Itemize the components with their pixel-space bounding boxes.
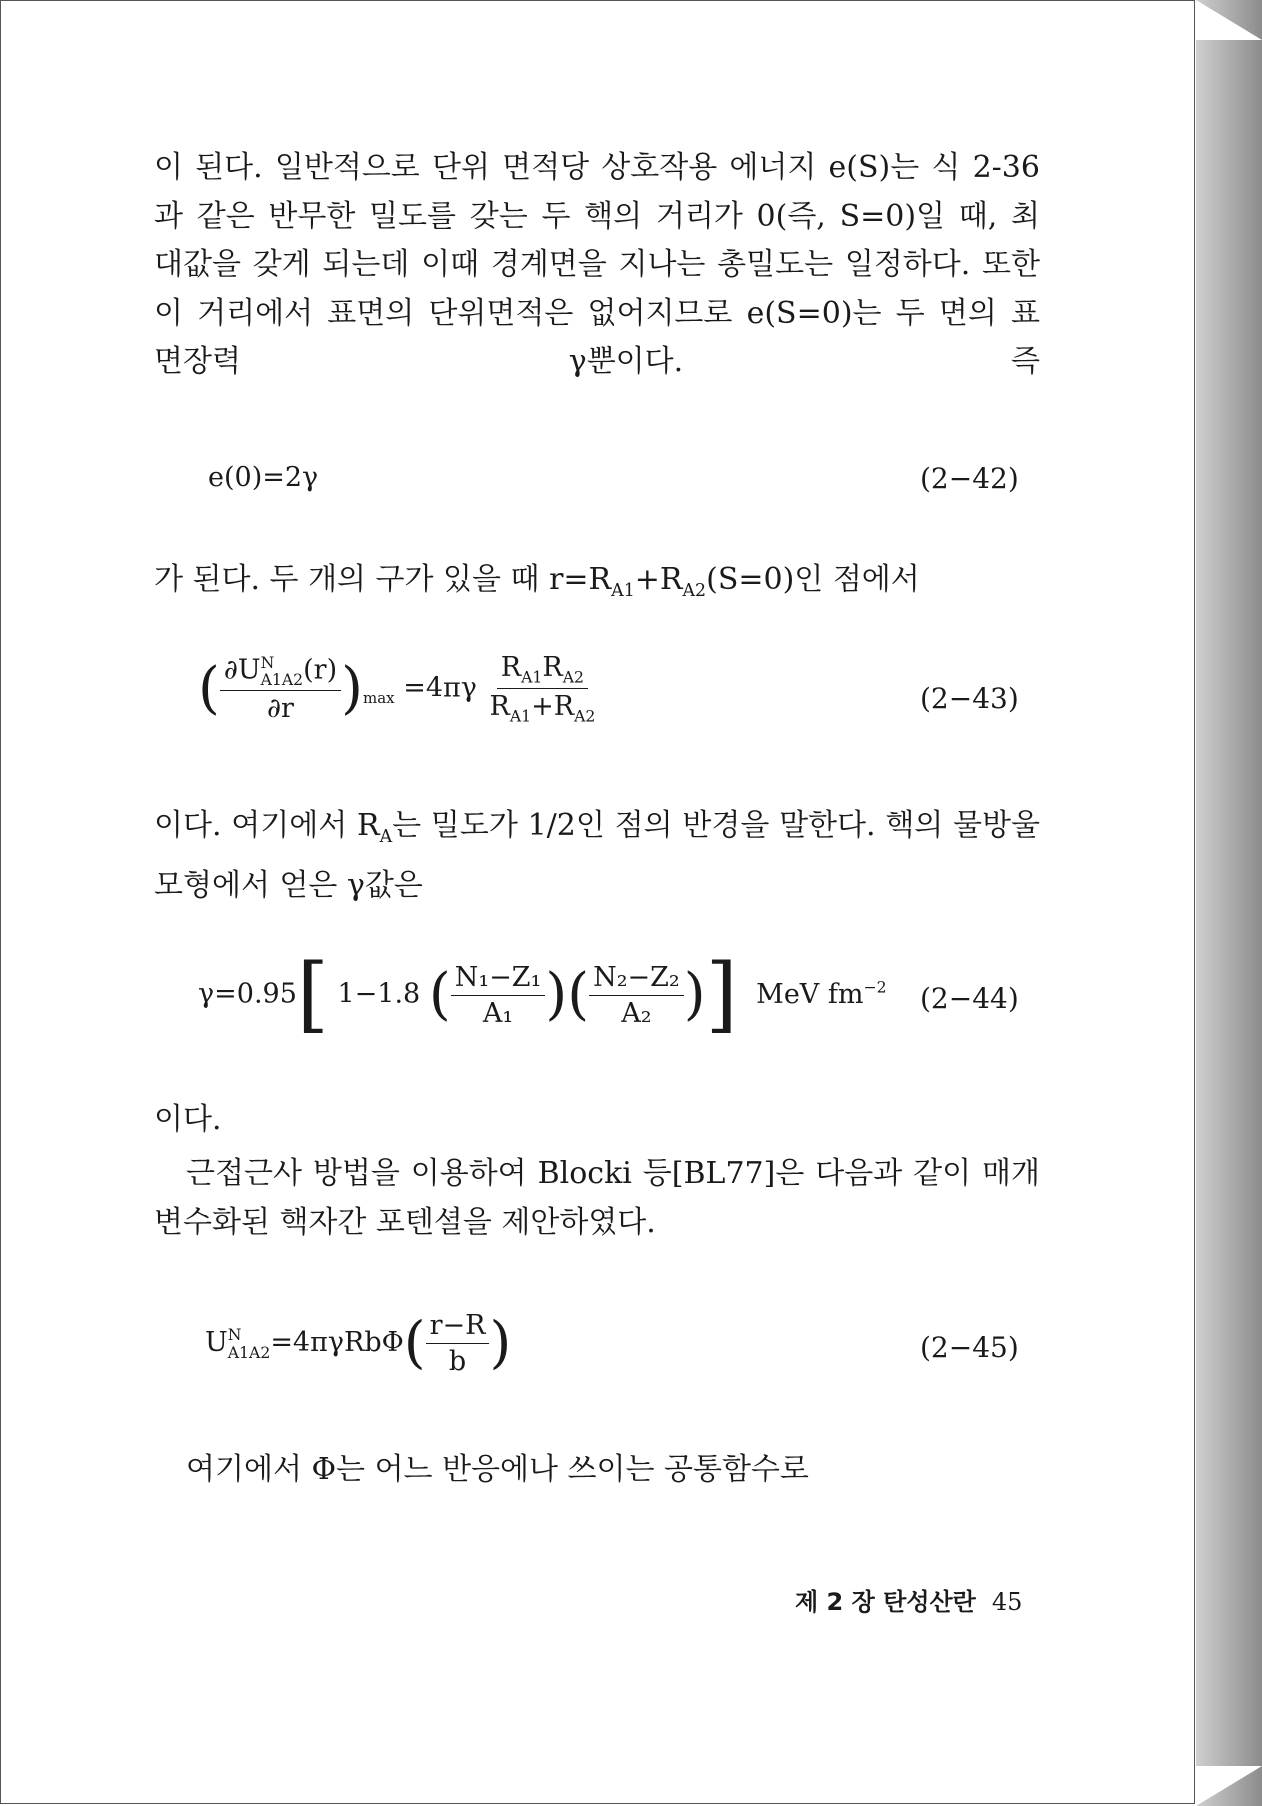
u-symbol: U (205, 1327, 228, 1358)
left-paren: ( (567, 962, 590, 1027)
u-indices: N A1A2 (227, 1325, 271, 1362)
text-line: 모형에서 얻은 γ값은 (154, 867, 423, 903)
text-line: 이다. (154, 1102, 222, 1137)
equation-2-43 (198, 652, 599, 726)
page-footer (795, 1582, 1022, 1617)
equals-term: =4πγ (403, 672, 477, 704)
left-bracket: [ (296, 947, 329, 1042)
text-line: 이 된다. 일반적으로 단위 면적당 상호작용 에너지 e(S)는 식 2-36 (154, 150, 1040, 185)
denominator: $R_{A1}+R_{A2}$ (489, 691, 596, 726)
fraction-derivative (220, 654, 341, 724)
text-line: 면장력 γ뿐이다. 즉 (154, 344, 1040, 379)
denominator: A₁ (482, 997, 514, 1029)
denominator: ∂r (267, 693, 294, 725)
subscript: A2 (682, 581, 707, 601)
text-line: 변수화된 핵자간 포텐셜을 제안하였다. (154, 1204, 656, 1240)
fraction-1 (451, 962, 546, 1029)
text-span: (S=0)인 점에서 (706, 562, 920, 597)
numerator: N₂−Z₂ (589, 962, 684, 996)
text-line: 여기에서 Φ는 어느 반응에나 쓰이는 공통함수로 (186, 1452, 809, 1487)
text-span: 가 된다. 두 개의 구가 있을 때 r=R (154, 562, 612, 597)
max-subscript: max (362, 688, 395, 707)
equation-number: (2−44) (920, 982, 1019, 1015)
left-paren: ( (198, 655, 220, 721)
page-number: 45 (991, 1588, 1023, 1616)
equation-rhs: =4πγRbΦ (270, 1327, 404, 1358)
fraction-radii (485, 652, 599, 726)
paragraph-intro (154, 144, 1040, 387)
page-edge-shadow (1196, 0, 1262, 1806)
paragraph-blocki (154, 1150, 1040, 1247)
numerator: N₁−Z₁ (451, 962, 546, 996)
subscript: A1 (611, 581, 635, 601)
numerator: $R_{A1}R_{A2}$ (497, 652, 588, 689)
chapter-title: 제 2 장 탄성산란 (795, 1588, 976, 1616)
right-paren: ) (489, 1310, 512, 1376)
right-paren: ) (341, 655, 363, 721)
equation-lhs: γ=0.95 (198, 978, 297, 1010)
paragraph-spheres (154, 556, 1040, 616)
units-exponent: −2 (863, 977, 887, 997)
denominator: b (448, 1346, 467, 1377)
right-paren: ) (545, 962, 568, 1027)
paragraph-phi (186, 1446, 1040, 1495)
units: MeV fm (756, 978, 864, 1010)
left-paren: ( (428, 962, 451, 1027)
equation-2-44 (198, 947, 887, 1042)
equation-number: (2−43) (920, 682, 1019, 715)
fraction-scaled (426, 1310, 490, 1377)
paragraph-is (154, 1096, 1040, 1145)
text-line: 과 같은 반무한 밀도를 갖는 두 핵의 거리가 0(즉, S=0)일 때, 최 (154, 198, 1040, 234)
equation-2-42 (208, 462, 318, 493)
numerator: ∂U N A1A2 (r) (220, 654, 341, 691)
equation-body: e(0)=2γ (208, 462, 319, 493)
denominator: A₂ (621, 997, 652, 1029)
text-span: +R (634, 562, 683, 597)
text-line: 이다. 여기에서 $R_A$는 밀도가 1/2인 점의 반경을 말한다. 핵의 물방울 (154, 808, 1040, 847)
fraction-2 (589, 962, 684, 1029)
text-line: 이 거리에서 표면의 단위면적은 없어지므로 e(S=0)는 두 면의 표 (154, 295, 1040, 331)
equation-number: (2−45) (920, 1331, 1019, 1364)
paragraph-radius (154, 802, 1040, 910)
numerator: r−R (426, 1310, 490, 1344)
text-line: 대값을 갖게 되는데 이때 경계면을 지나는 총밀도는 일정하다. 또한 (154, 247, 1040, 282)
text-line: 근접근사 방법을 이용하여 Blocki 등[BL77]은 다음과 같이 매개 (186, 1156, 1040, 1191)
right-bracket: ] (705, 947, 738, 1042)
left-paren: ( (403, 1310, 426, 1376)
equation-2-45 (205, 1310, 511, 1377)
text-line (154, 556, 1040, 616)
right-paren: ) (683, 962, 706, 1027)
equation-inner: 1−1.8 (337, 978, 421, 1010)
equation-number: (2−42) (920, 462, 1019, 495)
